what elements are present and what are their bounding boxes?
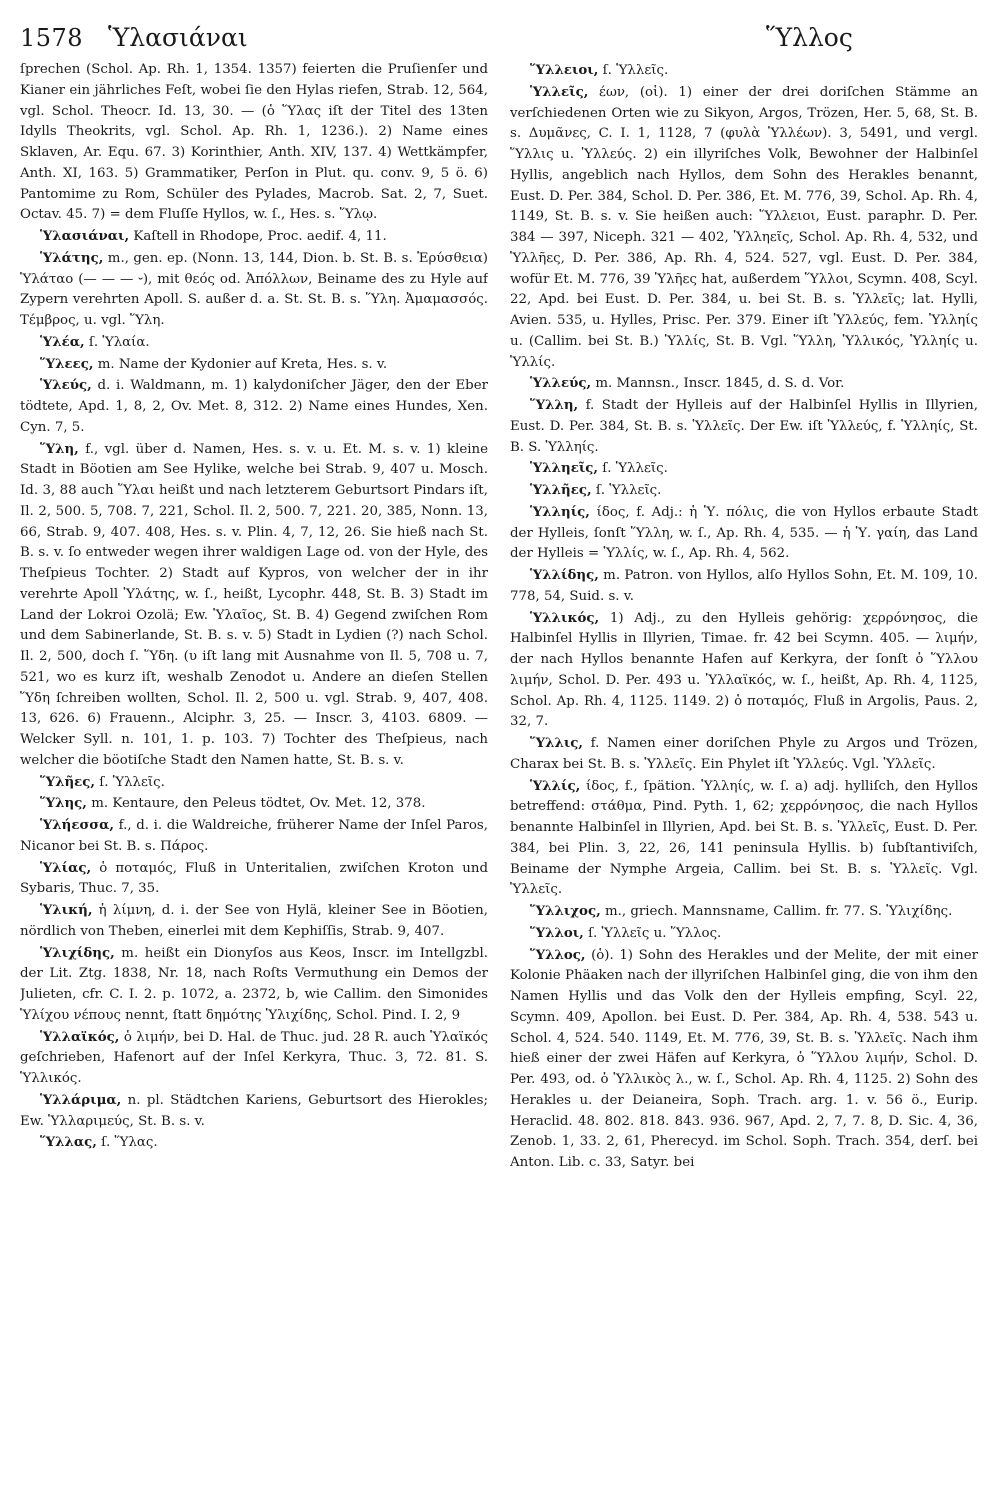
entry-headword: Ὕλλη,	[530, 397, 579, 413]
entry-text: m. heißt ein Dionyſos aus Keos, Inscr. im Intellgzbl. der Lit. Ztg. 1838, Nr. 18, nach Roſts Vermuthung ein Demos der Julieten, cfr. C. I. 2. p. 1072, a. 2372, b, wie Callim. den Simonides Ὑλίχου νέπους nennt, ſtatt δημότης Ὑλιχίδης, Schol. Pind. I. 2, 9	[20, 945, 488, 1023]
entry-text: ſ. Ὑλλεῖς.	[598, 63, 669, 78]
entry-text: Kaſtell in Rhodope, Proc. aedif. 4, 11.	[129, 229, 387, 244]
entry-text: ſ. Ὕλας.	[96, 1135, 158, 1151]
entry-headword: Ὕλλιχος,	[530, 903, 601, 919]
entry-text: f. Namen einer doriſchen Phyle zu Argos und Trözen, Charax bei St. B. s. Ὑλλεῖς. Ein Phylet iſt Ὑλλεύς. Vgl. Ὑλλεῖς.	[510, 736, 978, 772]
dictionary-entry	[20, 1027, 488, 1090]
dictionary-entry	[510, 480, 978, 502]
text-columns	[20, 60, 978, 1500]
entry-headword: Ὑλίας,	[40, 859, 92, 876]
entry-text: έων, (οἱ). 1) einer der drei doriſchen Stämme an verſchiedenen Orten wie zu Sikyon, Argos, Trözen, Her. 5, 68, St. B. s. Δυμᾶνες, C. I. 1, 1128, 7 (φυλὰ Ὑλλέων). 3, 5491, und vergl. Ὕλλις u. Ὑλλεύς. 2) ein illyriſches Volk, Bewohner der Halbinſel Hyllis, angeblich nach Hyllos, dem Sohn des Herakles benannt, Eust. D. Per. 384, Schol. D. Per. 386, Et. M. 776, 39, Schol. Ap. Rh. 4, 1149, St. B. s. v. Sie heißen auch: Ὕλλειοι, Eust. paraphr. D. Per. 384 — 397, Niceph. 321 — 402, Ὑλληεῖς, Schol. Ap. Rh. 4, 532, und Ὑλλῆες, D. Per. 386, Ap. Rh. 4, 524. 527, vgl. Eust. D. Per. 384, wofür Et. M. 776, 39 Ὑλῆες hat, außerdem Ὕλλοι, Scymn. 408, Scyl. 22, Apd. bei Eust. D. Per. 384, u. bei St. B. s. Ὑλλεῖς; lat. Hylli, Avien. 535, u. Hylles, Prisc. Per. 379. Einer iſt Ὑλλεύς, fem. Ὑλληίς u. (Callim. bei St. B.) Ὑλλίς, St. B. Vgl. Ὕλλη, Ὑλλικός, Ὑλληίς u. Ὑλλίς.	[510, 84, 978, 370]
entry-text: m. Mannsn., Inscr. 1845, d. S. d. Vor.	[591, 376, 845, 392]
entry-headword: Ὑλλεῖς,	[530, 83, 589, 100]
entry-text: n. pl. Städtchen Kariens, Geburtsort des Hierokles; Ew. Ὑλλαριμεύς, St. B. s. v.	[20, 1092, 488, 1129]
dictionary-entry	[20, 1132, 488, 1154]
left-column	[20, 60, 488, 1500]
entry-headword: Ὑλική,	[40, 902, 93, 918]
entry-headword: Ὕλῆες,	[40, 773, 96, 790]
page-header	[20, 14, 978, 58]
entry-text: m., gen. ep. (Nonn. 13, 144, Dion. b. St. B. s. Ἐρύσθεια) Ὑλάταο (— — — ⏑), mit θεός od. Ἀπόλλων, Beiname des zu Hyle auf Zypern verehrten Apoll. S. außer d. a. St. St. B. s. Ὕλη. Ἀμαμασσός. Τέμβρος, u. vgl. Ὕλη.	[20, 250, 488, 328]
entry-headword: Ὑλέα,	[40, 333, 85, 350]
dictionary-entry	[510, 565, 978, 608]
entry-text: 1) Adj., zu den Hylleis gehörig: χερρόνησος, die Halbinſel Hyllis in Illyrien, Timae. fr. 42 bei Scymn. 405. — λιμήν, der nach Hyllos benannte Hafen auf Kerkyra, der ſonſt ὁ Ὕλλου λιμήν, Schol. D. Per. 493 u. Ὑλλαϊκός, w. ſ., heißt, Ap. Rh. 4, 1125, Schol. Ap. Rh. 4, 1125. 1149. 2) ὁ ποταμός, Fluß in Argolis, Paus. 2, 32, 7.	[510, 610, 978, 730]
entry-headword: Ὕλεες,	[40, 355, 94, 372]
entry-text: f., d. i. die Waldreiche, früherer Name der Inſel Paros, Nicanor bei St. B. s. Πάρος.	[20, 818, 488, 854]
dictionary-entry	[510, 458, 978, 480]
dictionary-entry	[20, 375, 488, 438]
entry-headword: Ὑλιχίδης,	[40, 944, 115, 961]
dictionary-entry	[510, 776, 978, 902]
page-number: 1578	[20, 24, 84, 52]
dictionary-entry	[510, 733, 978, 776]
entry-text: ſ. Ὑλλεῖς.	[598, 461, 668, 477]
dictionary-entry	[20, 858, 488, 901]
entry-headword: Ὕλλειοι,	[530, 62, 599, 78]
dictionary-entry	[20, 439, 488, 772]
entry-headword: Ὕλης,	[40, 795, 87, 812]
dictionary-entry	[510, 373, 978, 395]
entry-text: m. Name der Kydonier auf Kreta, Hes. s. v.	[93, 356, 388, 372]
entry-headword: Ὕλη,	[40, 440, 79, 457]
entry-headword: Ὑλάτης,	[40, 249, 104, 266]
dictionary-entry	[510, 945, 978, 1174]
entry-headword: Ὑλλάριμα,	[40, 1091, 122, 1108]
dictionary-entry	[20, 793, 488, 815]
dictionary-entry	[510, 82, 978, 374]
entry-text: f., vgl. über d. Namen, Hes. s. v. u. Et. M. s. v. 1) kleine Stadt in Böotien am See Hylike, welche bei Strab. 9, 407 u. Mosch. Id. 3, 88 auch Ὕλαι heißt und nach letzterem Geburtsort Pindars iſt, Il. 2, 500. 5, 708. 7, 221, Schol. Il. 2, 500. 7, 221. 20, 385, Nonn. 13, 66, Strab. 9, 407. 408, Hes. s. v. Plin. 4, 7, 12, 26. Sie hieß nach St. B. s. v. ſo entweder wegen ihrer waldigen Lage od. von der Hyle, des Theſpieus Tochter. 2) Stadt auf Kypros, von welcher der in ihr verehrte Apoll Ὑλάτης, w. ſ., heißt, Lycophr. 448, St. B. 3) Stadt im Land der Lokroi Ozolä; Ew. Ὑλαῖος, St. B. 4) Gegend zwiſchen Rom und dem Sabinerlande, St. B. s. v. 5) Stadt in Lydien (?) nach Schol. Il. 2, 500, doch ſ. Ὕδη. (υ iſt lang mit Ausnahme von Il. 5, 708 u. 7, 521, wo es kurz iſt, weshalb Zenodot u. Andere an dieſen Stellen Ὕδη ſchreiben wollten, Schol. Il. 2, 500 u. vgl. Strab. 9, 407, 408. 13, 626. 6) Frauenn., Alciphr. 3, 25. — Inscr. 3, 4103. 6809. — Welcker Syll. n. 101, 1. p. 103. 7) Tochter des Theſpieus, nach welcher die böotiſche Stadt den Namen hatte, St. B. s. v.	[20, 441, 488, 768]
dictionary-entry	[20, 1090, 488, 1133]
entry-headword: Ὑλληίς,	[530, 503, 590, 520]
entry-text: f. Stadt der Hylleis auf der Halbinſel Hyllis in Illyrien, Eust. D. Per. 384, St. B. s. Ὑλλεῖς. Der Ew. iſt Ὑλλεύς, f. Ὑλληίς, St. B. S. Ὑλληίς.	[510, 398, 978, 455]
dictionary-entry	[510, 60, 978, 82]
entry-text: ίδος, f., ſpätion. Ὑλληίς, w. ſ. a) adj. hylliſch, den Hyllos betreffend: στάθμα, Pind. Pyth. 1, 62; χερρόνησος, die nach Hyllos benannte Halbinſel in Illyrien, Apd. bei St. B. s. Ὑλλεῖς, Eust. D. Per. 384, bei Plin. 3, 22, 26, 141 peninsula Hyllis. b) ſubſtantiviſch, Beiname der Nymphe Argeia, Callim. bei St. B. s. Ὑλλεῖς. Vgl. Ὑλλεῖς.	[510, 778, 978, 898]
entry-headword: Ὑλλικός,	[530, 609, 600, 626]
entry-text: d. i. Waldmann, m. 1) kalydoniſcher Jäger, den der Eber tödtete, Apd. 1, 8, 2, Ov. Met. 8, 312. 2) Name eines Hundes, Xen. Cyn. 7, 5.	[20, 378, 488, 435]
entry-text: ἡ λίμνη, d. i. der See von Hylä, kleiner See in Böotien, nördlich von Theben, einerlei mit dem Kephiſſis, Strab. 9, 407.	[20, 903, 488, 939]
entry-headword: Ὕλλος,	[530, 946, 586, 963]
entry-headword: Ὑλλίδης,	[530, 567, 599, 583]
entry-text: m. Patron. von Hyllos, alſo Hyllos Sohn, Et. M. 109, 10. 778, 54, Suid. s. v.	[510, 568, 978, 604]
dictionary-entry	[510, 901, 978, 923]
dictionary-entry	[20, 815, 488, 858]
entry-headword: Ὑλληεῖς,	[530, 460, 599, 477]
entry-text: ὁ ποταμός, Fluß in Unteritalien, zwiſchen Kroton und Sybaris, Thuc. 7, 35.	[20, 860, 488, 897]
dictionary-entry	[20, 332, 488, 354]
dictionary-entry	[510, 608, 978, 734]
dictionary-entry	[20, 60, 488, 226]
dictionary-entry	[20, 772, 488, 794]
dictionary-entry	[20, 248, 488, 332]
right-column	[510, 60, 978, 1500]
dictionary-entry	[510, 395, 978, 458]
entry-text: ſ. Ὑλλεῖς.	[95, 774, 165, 790]
entry-headword: Ὑλασιάναι,	[40, 228, 130, 244]
entry-text: (ὁ). 1) Sohn des Herakles und der Melite, der mit einer Kolonie Phäaken nach der illyriſchen Halbinſel ging, die von ihm den Namen Hyllis und das Volk den der Hylleis empfing, Scyl. 22, Scymn. 409, Apollon. bei Eust. D. Per. 384, Ap. Rh. 4, 538. 543 u. Schol. 4, 524. 540. 1149, Et. M. 776, 39, St. B. s. Ὑλλεῖς. Nach ihm hieß einer der zwei Häfen auf Kerkyra, ὁ Ὕλλου λιμήν, Schol. D. Per. 493, od. ὁ Ὑλλικὸς λ., w. ſ., Schol. Ap. Rh. 4, 1125. 2) Sohn des Herakles u. der Deianeira, Soph. Trach. arg. 1. v. 56 ö., Eurip. Heraclid. 48. 802. 818. 843. 936. 967, Apd. 2, 7, 7. 8, D. Sic. 4, 36, Zenob. 1, 33. 2, 61, Pherecyd. im Schol. Soph. Trach. 354, derſ. bei Anton. Lib. c. 33, Satyr. bei	[510, 947, 978, 1170]
entry-headword: Ὑλλῆες,	[530, 482, 592, 498]
entry-headword: Ὑλλαϊκός,	[40, 1028, 120, 1045]
entry-headword: Ὕλλις,	[530, 735, 584, 751]
dictionary-entry	[20, 943, 488, 1027]
dictionary-entry	[510, 502, 978, 565]
entry-text: ſprechen (Schol. Ap. Rh. 1, 1354. 1357) feierten die Pruſienſer und Kianer ein jährliches Feſt, wobei ſie den Hylas riefen, Strab. 12, 564, vgl. Schol. Theocr. Id. 13, 30. — (ὁ Ὕλας iſt der Titel des 13ten Idylls Theokrits, vgl. Schol. Ap. Rh. 1, 1236.). 2) Name eines Sklaven, Ar. Equ. 67. 3) Korinthier, Anth. XIV, 137. 4) Wettkämpfer, Anth. XI, 163. 5) Grammatiker, Perſon in Plut. qu. conv. 9, 5 ö. 6) Pantomime zu Rom, Schüler des Pylades, Macrob. Sat. 2, 7, Suet. Octav. 45. 7) = dem Fluſſe Hyllos, w. ſ., Hes. s. Ὕλῳ.	[20, 62, 488, 223]
entry-text: ſ. Ὑλαία.	[84, 334, 150, 350]
entry-text: ίδος, f. Adj.: ἡ Ὑ. πόλις, die von Hyllos erbaute Stadt der Hylleis, ſonſt Ὕλλη, w. ſ., Ap. Rh. 4, 535. — ἡ Ὑ. γαίη, das Land der Hylleis = Ὑλλίς, w. ſ., Ap. Rh. 4, 562.	[510, 504, 978, 562]
right-running-headword: Ὕλλος	[766, 23, 853, 52]
dictionary-entry	[20, 354, 488, 376]
entry-headword: Ὑλεύς,	[40, 377, 92, 394]
dictionary-entry	[20, 226, 488, 248]
entry-text: ſ. Ὑλλεῖς u. Ὕλλος.	[583, 925, 722, 941]
dictionary-entry	[510, 923, 978, 945]
entry-headword: Ὕλλας,	[40, 1134, 97, 1151]
entry-headword: Ὑλλίς,	[530, 777, 581, 794]
entry-headword: Ὑλήεσσα,	[40, 817, 115, 833]
entry-text: ὁ λιμήν, bei D. Hal. de Thuc. jud. 28 R. auch Ὑλαϊκός geſchrieben, Hafenort auf der Inſel Kerkyra, Thuc. 3, 72. 81. S. Ὑλλικός.	[20, 1029, 488, 1086]
entry-text: m. Kentaure, den Peleus tödtet, Ov. Met. 12, 378.	[86, 796, 426, 812]
entry-headword: Ὕλλοι,	[530, 924, 584, 941]
entry-text: m., griech. Mannsname, Callim. fr. 77. S. Ὑλιχίδης.	[600, 904, 953, 919]
dictionary-entry	[20, 900, 488, 943]
left-running-headword: Ὑλασιάναι	[108, 23, 248, 52]
entry-text: ſ. Ὑλλεῖς.	[591, 483, 662, 498]
entry-headword: Ὑλλεύς,	[530, 375, 592, 392]
